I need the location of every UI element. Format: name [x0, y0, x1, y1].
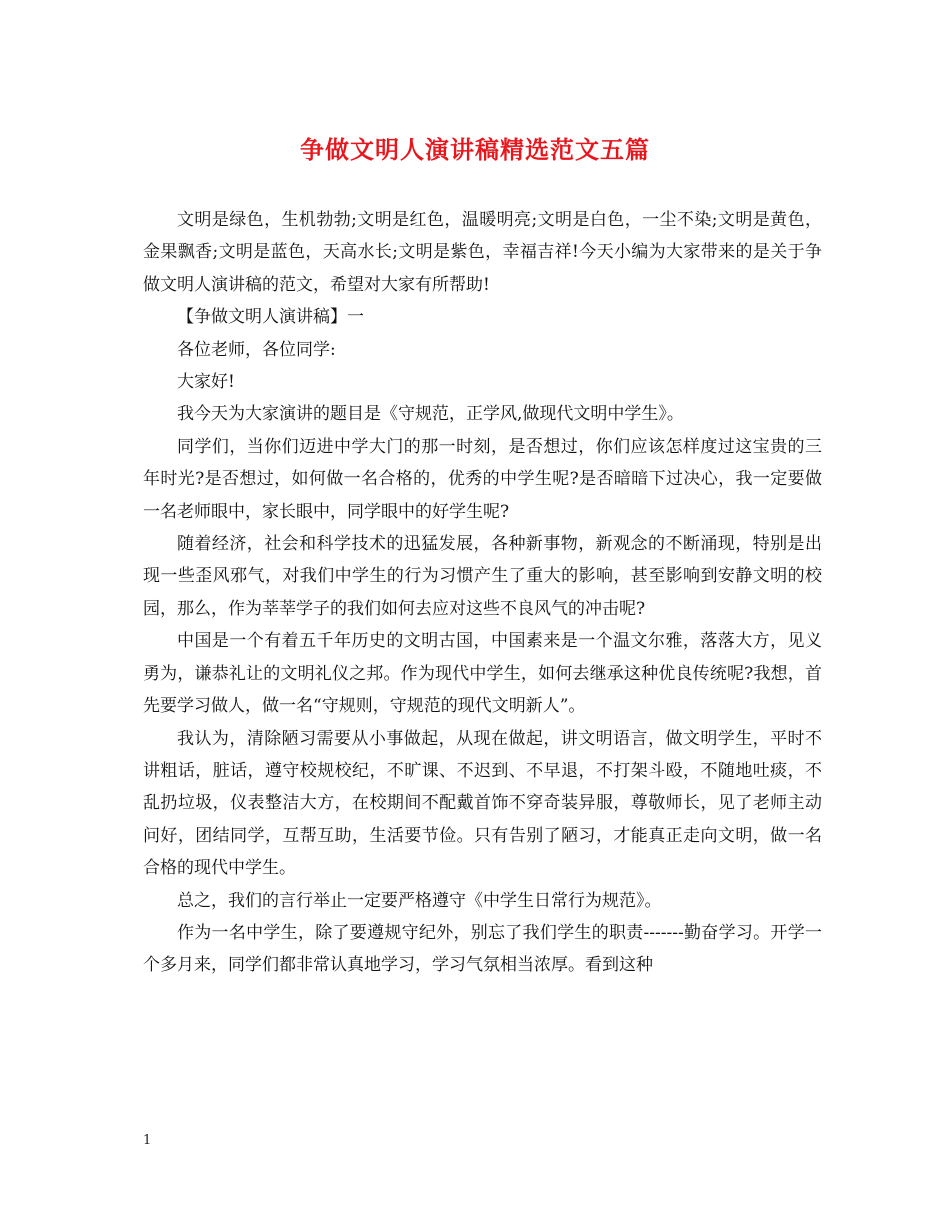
- paragraph-topic: 我今天为大家演讲的题目是《守规范，正学风,做现代文明中学生》。: [177, 404, 684, 425]
- paragraph-questions: 同学们，当你们迈进中学大门的那一时刻，是否想过，你们应该怎样度过这宝贵的三年时光?是否想过，如何做一名合格的，优秀的中学生呢?是否暗暗下过决心，我一定要做一名老师眼中，家长眼中，同学眼中的好学生呢?: [143, 436, 822, 522]
- paragraph-summary: 总之，我们的言行举止一定要严格遵守《中学生日常行为规范》。: [177, 890, 662, 911]
- paragraph-tradition: 中国是一个有着五千年历史的文明古国，中国素来是一个温文尔雅，落落大方，见义勇为，谦恭礼让的文明礼仪之邦。作为现代中学生，如何去继承这种优良传统呢?我想，首先要学习做人，做一名“守规则，守规范的现代文明新人”。: [143, 631, 822, 717]
- paragraph-study: 作为一名中学生，除了要遵规守纪外，别忘了我们学生的职责-------勤奋学习。开学一个多月来，同学们都非常认真地学习，学习气氛相当浓厚。看到这种: [143, 922, 822, 976]
- page-number: 1: [143, 1133, 152, 1148]
- document-body: [143, 204, 822, 982]
- paragraph-greeting: 大家好!: [177, 372, 235, 393]
- paragraph-salutation: 各位老师，各位同学:: [177, 339, 336, 360]
- paragraph-intro: 文明是绿色，生机勃勃;文明是红色，温暖明亮;文明是白色，一尘不染;文明是黄色，金果飘香;文明是蓝色，天高水长;文明是紫色，幸福吉祥!今天小编为大家带来的是关于争做文明人演讲稿的范文，希望对大家有所帮助!: [143, 210, 822, 295]
- paragraph-development: 随着经济，社会和科学技术的迅猛发展，各种新事物，新观念的不断涌现，特别是出现一些歪风邪气，对我们中学生的行为习惯产生了重大的影响，甚至影响到安静文明的校园，那么，作为莘莘学子的我们如何去应对这些不良风气的冲击呢?: [143, 534, 822, 619]
- paragraph-habits: 我认为，清除陋习需要从小事做起，从现在做起，讲文明语言，做文明学生，平时不讲粗话，脏话，遵守校规校纪，不旷课、不迟到、不早退，不打架斗殴，不随地吐痰，不乱扔垃圾，仪表整洁大方，在校期间不配戴首饰不穿奇装异服，尊敬师长，见了老师主动问好，团结同学，互帮互助，生活要节俭。只有告别了陋习，才能真正走向文明，做一名合格的现代中学生。: [143, 728, 822, 879]
- section-heading: 【争做文明人演讲稿】一: [177, 307, 364, 328]
- document-title: 争做文明人演讲稿精选范文五篇: [300, 135, 650, 164]
